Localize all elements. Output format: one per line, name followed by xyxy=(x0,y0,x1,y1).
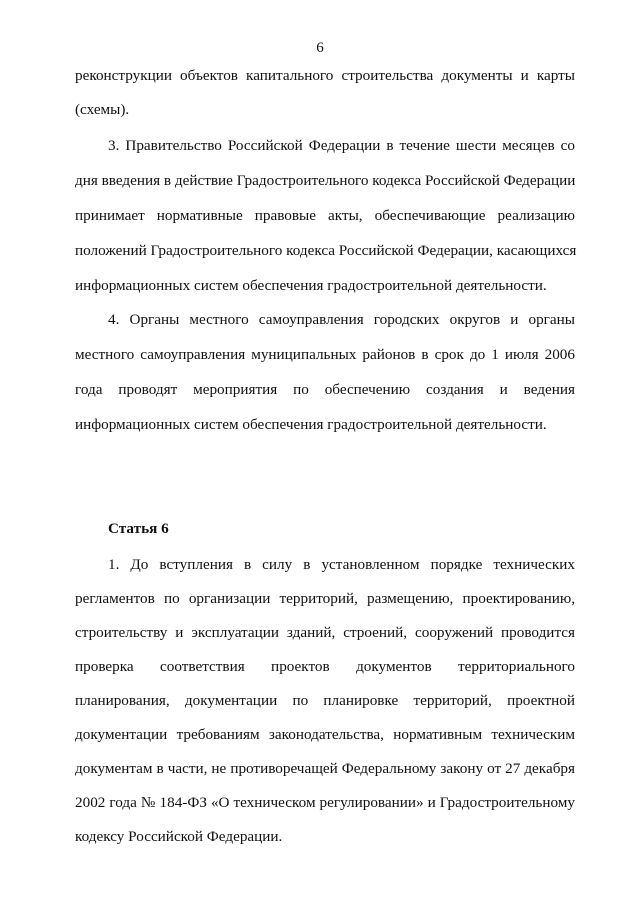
para3-line1: 3. Правительство Российской Федерации в течение шести месяцев со xyxy=(108,137,575,154)
article-heading: Статья 6 xyxy=(108,520,169,537)
para3-line5: информационных систем обеспечения градостроительной деятельности. xyxy=(75,277,547,294)
article6-line9: кодексу Российской Федерации. xyxy=(75,828,283,845)
article6-line7: документам в части, не противоречащей Федеральному закону от 27 декабря xyxy=(75,760,575,777)
para4-line3: года проводят мероприятия по обеспечению создания и ведения xyxy=(75,381,575,398)
para4-line1: 4. Органы местного самоуправления городских округов и органы xyxy=(108,311,575,328)
para3-line4: положений Градостроительного кодекса Российской Федерации, касающихся xyxy=(75,242,577,259)
article6-line3: строительству и эксплуатации зданий, строений, сооружений проводится xyxy=(75,624,575,641)
article6-line2: регламентов по организации территорий, размещению, проектированию, xyxy=(75,590,575,607)
para1-line2: (схемы). xyxy=(75,101,130,118)
article6-line8: 2002 года № 184-ФЗ «О техническом регулировании» и Градостроительному xyxy=(75,794,575,811)
para3-line3: принимает нормативные правовые акты, обеспечивающие реализацию xyxy=(75,207,575,224)
page-number: 6 xyxy=(316,40,324,56)
article6-line5: планирования, документации по планировке территорий, проектной xyxy=(75,692,575,709)
para4-line4: информационных систем обеспечения градостроительной деятельности. xyxy=(75,416,547,433)
para3-line2: дня введения в действие Градостроительного кодекса Российской Федерации xyxy=(75,172,576,189)
para1-line1: реконструкции объектов капитального строительства документы и карты xyxy=(75,67,575,84)
article6-line1: 1. До вступления в силу в установленном порядке технических xyxy=(108,556,575,573)
para4-line2: местного самоуправления муниципальных районов в срок до 1 июля 2006 xyxy=(75,346,575,363)
article6-line6: документации требованиям законодательства, нормативным техническим xyxy=(75,726,575,743)
article6-line4: проверка соответствия проектов документов территориального xyxy=(75,658,575,675)
